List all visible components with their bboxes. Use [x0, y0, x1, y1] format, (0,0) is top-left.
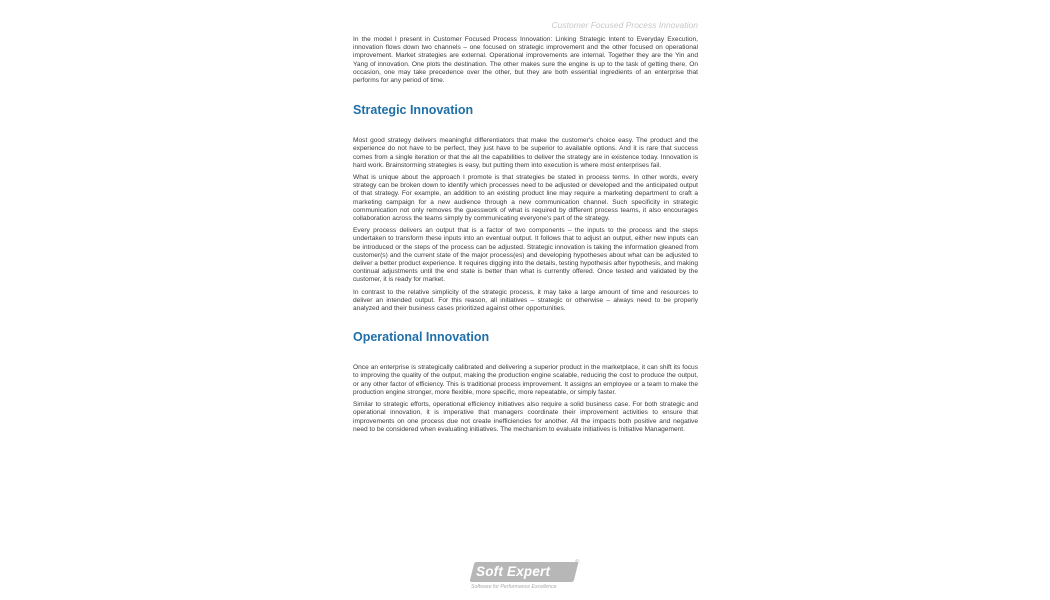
logo-tagline: Software for Performance Excellence: [471, 584, 557, 590]
body-paragraph: Most good strategy delivers meaningful differentiators that make the customer's choice easy. The product and the experience do not have to be perfect, they just have to be superior to available options. And it is rare that success comes from a single iteration or that the all the capabilities to deliver the strategy are in existence today. Innovation is hard work. Brainstorming strategies is easy, but putting them into execution is where most enterprises fail.: [353, 137, 698, 169]
body-paragraph: Similar to strategic efforts, operational efficiency initiatives also require a solid business case. For both strategic and operational innovation, it is imperative that managers coordinate their improvement activities to ensure that improvements on one process due not create inefficiencies for another. All the impacts both positive and negative need to be considered when evaluating initiatives. The mechanism to evaluate initiatives is Initiative Management.: [353, 401, 698, 433]
body-paragraph: In contrast to the relative simplicity of the strategic process, it may take a large amount of time and resources to deliver an intended output. For this reason, all initiatives – strategic or otherwise – always need to be properly analyzed and their business cases prioritized against other opportunities.: [353, 288, 698, 313]
body-paragraph: Once an enterprise is strategically calibrated and delivering a superior product in the marketplace, it can shift its focus to improving the quality of the output, making the production engine scalable, reducing the cost to produce the output, or any other factor of efficiency. This is traditional process improvement. It assigns an employee or a team to make the production engine stronger, more flexible, more specific, more repeatable, or simply faster.: [353, 364, 698, 396]
softexpert-logo: [470, 562, 582, 594]
registered-mark: ®: [575, 560, 580, 566]
body-paragraph: Every process delivers an output that is a factor of two components – the inputs to the process and the steps undertaken to transform these inputs into an eventual output. It follows that to adjust an output, either new inputs can be introduced or the steps of the process can be adjusted. Strategic innovation is taking the information gleaned from customer(s) and the current state of the major process(es) and developing hypotheses about what can be adjusted to deliver a better product experience. It requires digging into the details, testing hypothesis after hypothesis, and making continual adjustments until the end state is better than what is currently offered. Once tested and validated by the customer, it is ready for market.: [353, 227, 698, 284]
body-paragraph: What is unique about the approach I promote is that strategies be stated in process terms. In other words, every strategy can be broken down to identify which processes need to be adjusted or developed and the anticipated output of that strategy. For example, an addition to an existing product line may require a marketing department to craft a marketing campaign for a new audience through a new communication channel. Such specificity in strategic communication not only removes the guesswork of what is required by different process teams, it also encourages collaboration across the teams simply by communicating everyone's part of the strategy.: [353, 174, 698, 223]
document-body: [353, 36, 698, 438]
running-header: Customer Focused Process Innovation: [551, 20, 698, 30]
intro-paragraph: In the model I present in Customer Focused Process Innovation: Linking Strategic Intent to Everyday Execution, innovation flows down two channels – one focused on strategic improvement and the other focused on operational improvement. Market strategies are external. Operational improvements are internal. Together they are the Yin and Yang of innovation. One plots the destination. The other makes sure the engine is up to the task of getting there. On occasion, one may take precedence over the other, but they are both essential ingredients of an enterprise that performs for any period of time.: [353, 36, 698, 85]
logo-wordmark: Soft Expert: [476, 564, 551, 579]
section-heading-operational-innovation: Operational Innovation: [353, 330, 490, 345]
section-heading-strategic-innovation: Strategic Innovation: [353, 103, 474, 118]
